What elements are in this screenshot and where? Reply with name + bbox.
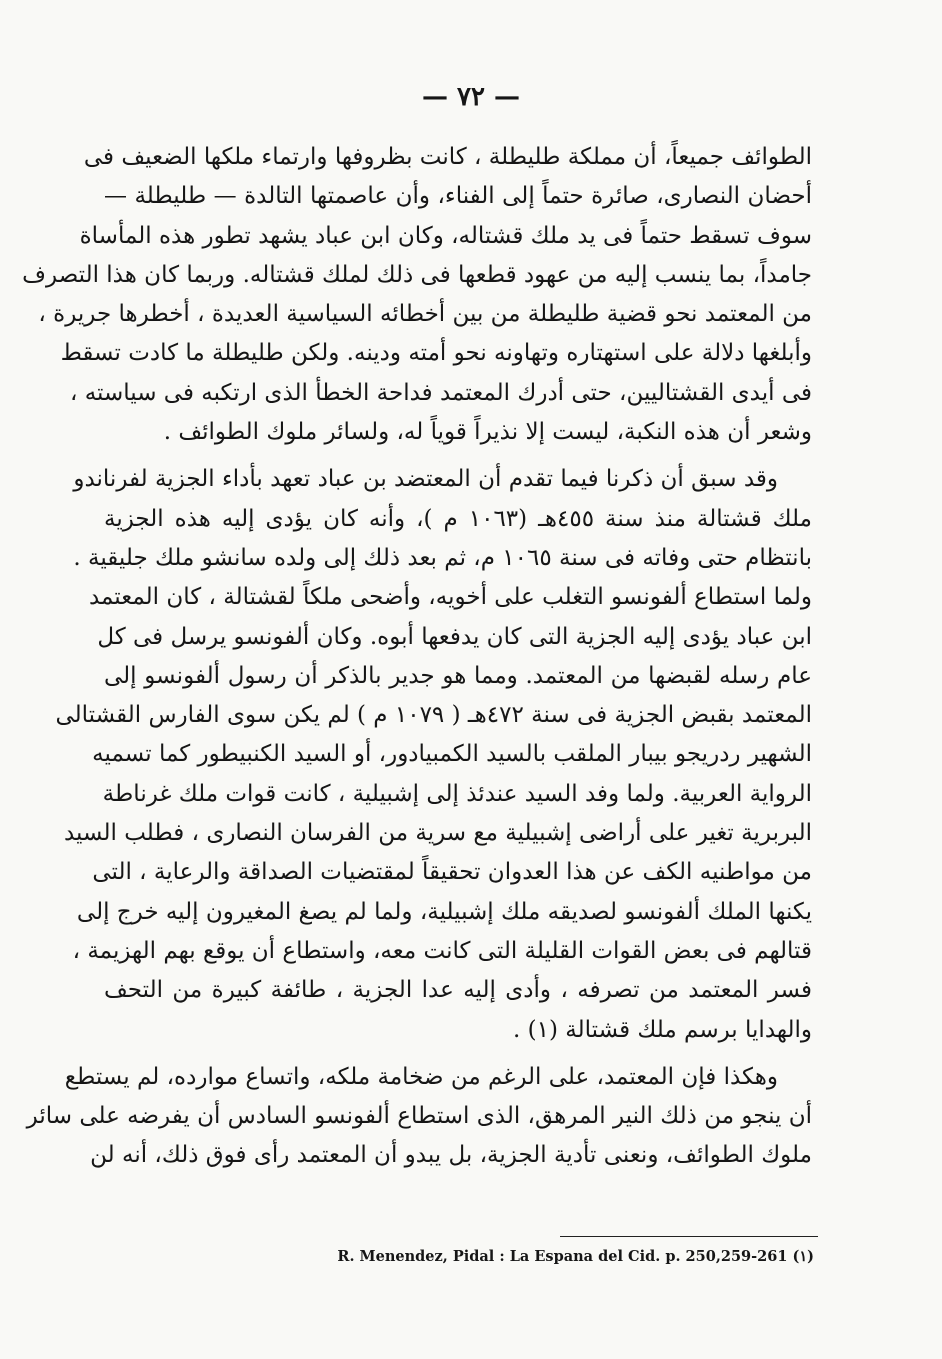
text-line: ولما استطاع ألفونسو التغلب على أخويه، وأضحى ملكاً لقشتالة ، كان المعتمد [88, 584, 812, 611]
text-line: وأبلغها دلالة على استهتاره وتهاونه نحو أمته ودينه. ولكن طليطلة ما كادت تسقط [60, 340, 812, 367]
text-line: المعتمد بقبض الجزية فى سنة ٤٧٢هـ ( ١٠٧٩ م ) لم يكن سوى الفارس القشتالى [55, 702, 812, 729]
text-line: سوف تسقط حتماً فى يد ملك قشتاله، وكان ابن عباد يشهد تطور هذه المأساة [79, 222, 812, 249]
text-line: جامداً، بما ينسب إليه من عهود قطعها فى ذلك لملك قشتاله. وربما كان هذا التصرف [22, 261, 812, 288]
text-line: الرواية العربية. ولما وفد السيد عندئذ إلى إشبيلية ، كانت قوات ملك غرناطة [102, 780, 812, 807]
page-number: — ٧٢ — [421, 82, 521, 112]
footnote-divider [560, 1236, 818, 1237]
text-line: من مواطنيه الكف عن هذا العدوان تحقيقاً لمقتضيات الصداقة والرعاية ، التى [92, 859, 812, 886]
text-line: البربرية تغير على أراضى إشبيلية مع سرية من الفرسان النصارى ، فطلب السيد [63, 820, 812, 847]
text-line: عام رسله لقبضها من المعتمد. ومما هو جدير بالذكر أن رسول ألفونسو إلى [104, 662, 812, 689]
text-line: ابن عباد يؤدى إليه الجزية التى كان يدفعها أبوه. وكان ألفونسو يرسل فى كل [97, 623, 812, 650]
text-line: ملوك الطوائف، ونعنى تأدية الجزية، بل يبدو أن المعتمد رأى فوق ذلك، أنه لن [90, 1142, 812, 1169]
text-line: قتالهم فى بعض القوات القليلة التى كانت معه، واستطاع أن يوقع بهم الهزيمة ، [72, 937, 812, 964]
text-line: أن ينجو من ذلك النير المرهق، الذى استطاع ألفونسو السادس أن يفرضه على سائر [26, 1103, 812, 1130]
paragraph [22, 138, 812, 452]
text-line: الطوائف جميعاً، أن مملكة طليطلة ، كانت بظروفها وارتماء ملكها الضعيف فى [83, 144, 812, 170]
footnote: R. Menendez, Pidal : La Espana del Cid. p. 250,259-261 (١) [337, 1248, 814, 1265]
text-line: من المعتمد نحو قضية طليطلة من بين أخطائه السياسية العديدة ، أخطرها جريرة ، [38, 301, 812, 328]
paragraph [26, 1058, 812, 1176]
text-line: يكنها الملك ألفونسو لصديقه ملك إشبيلية، ولما لم يصغ المغيرون إليه خرج إلى [76, 898, 812, 925]
paragraph [55, 460, 812, 1049]
text-line: أحضان النصارى، صائرة حتماً إلى الفناء، وأن عاصمتها التالدة — طليطلة — [104, 183, 812, 210]
text-line: والهدايا برسم ملك قشتالة (١) . [513, 1016, 812, 1043]
text-line: وشعر أن هذه النكبة، ليست إلا نذيراً قوياً له، ولسائر ملوك الطوائف . [163, 419, 812, 446]
body-text [22, 138, 812, 1176]
text-line: الشهير ردريجو بيبار الملقب بالسيد الكمبيادور، أو السيد الكنبيطور كما تسميه [92, 741, 812, 768]
text-line: فسر المعتمد من تصرفه ، وأدى إليه عدا الجزية ، طائفة كبيرة من التحف [104, 977, 812, 1004]
text-line: فى أيدى القشتاليين، حتى أدرك المعتمد فداحة الخطأ الذى ارتكبه فى سياسته ، [69, 379, 812, 406]
text-line: وهكذا فإن المعتمد، على الرغم من ضخامة ملكه، واتساع موارده، لم يستطع [64, 1063, 778, 1090]
text-line: بانتظام حتى وفاته فى سنة ١٠٦٥ م، ثم بعد ذلك إلى ولده سانشو ملك جليقية . [73, 544, 812, 571]
text-line: ملك قشتالة منذ سنة ٤٥٥هـ (١٠٦٣ م )، وأنه كان يؤدى إليه هذه الجزية [104, 505, 812, 532]
text-line: وقد سبق أن ذكرنا فيما تقدم أن المعتضد بن عباد تعهد بأداء الجزية لفرناندو [73, 466, 778, 493]
